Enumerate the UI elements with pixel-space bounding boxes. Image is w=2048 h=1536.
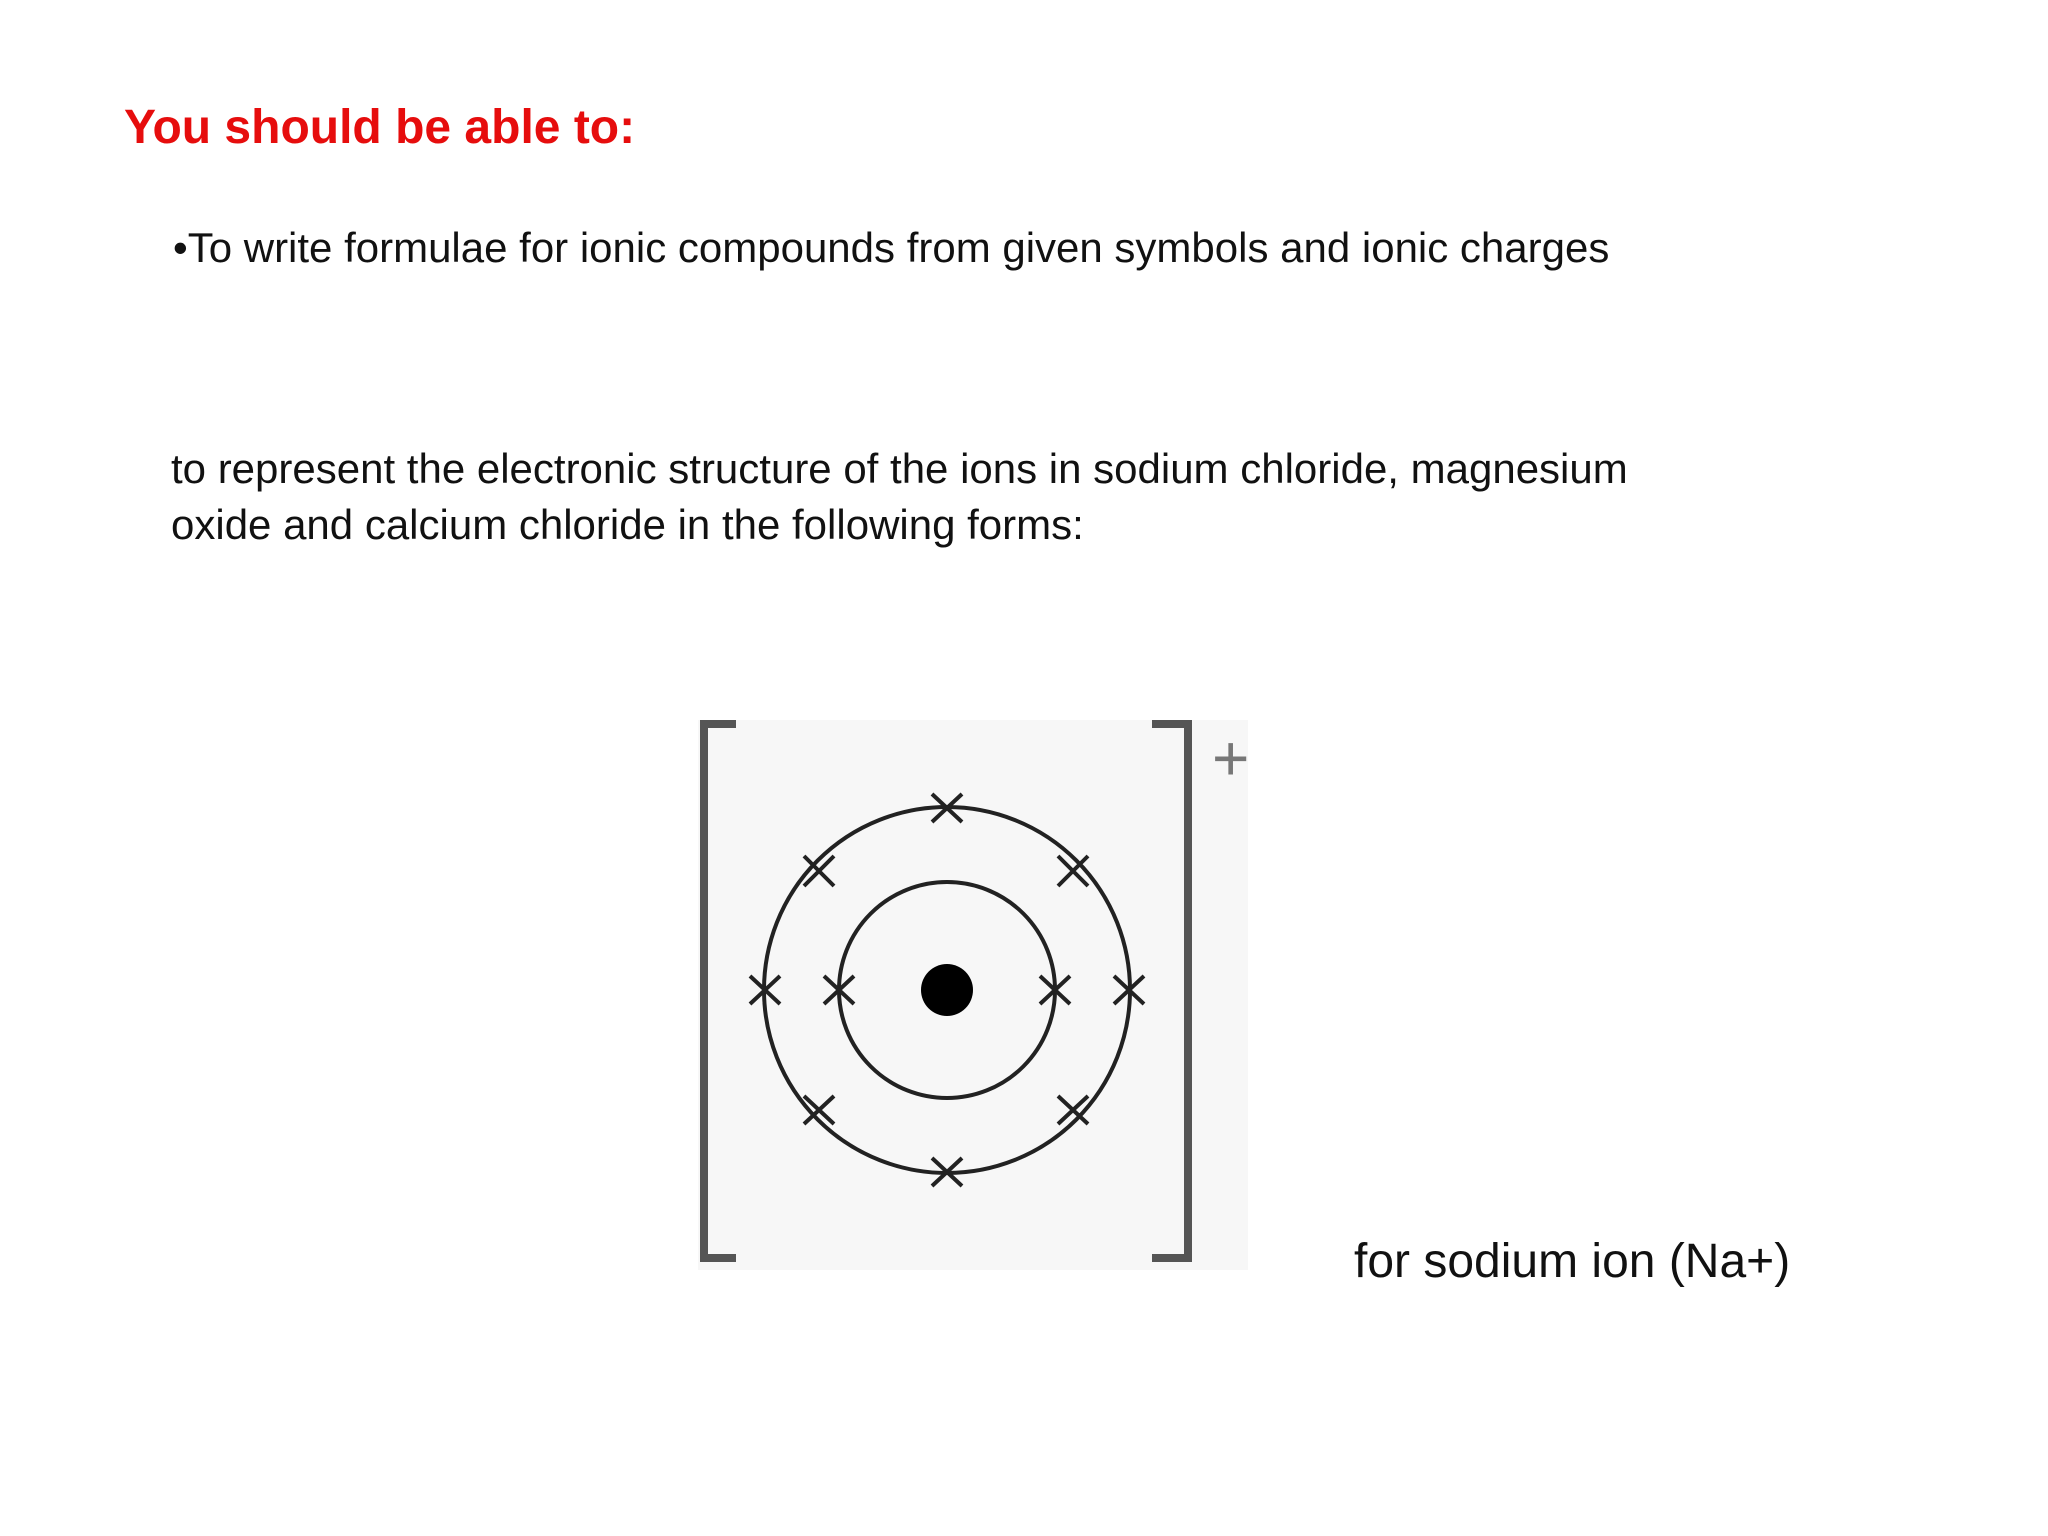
nucleus	[921, 964, 973, 1016]
sodium-ion-svg	[692, 710, 1268, 1280]
objective-text-2: to represent the electronic structure of the ions in sodium chloride, magnesium oxide and calcium chloride in the following forms:	[171, 445, 1628, 548]
charge-label: +	[1212, 722, 1250, 794]
diagram-caption: for sodium ion (Na+)	[1354, 1235, 1791, 1288]
diagram-background	[698, 720, 1248, 1270]
sodium-ion-diagram	[692, 710, 1268, 1280]
objective-text-1: •To write formulae for ionic compounds from given symbols and ionic charges	[173, 224, 1610, 271]
slide-heading: You should be able to:	[124, 101, 636, 154]
